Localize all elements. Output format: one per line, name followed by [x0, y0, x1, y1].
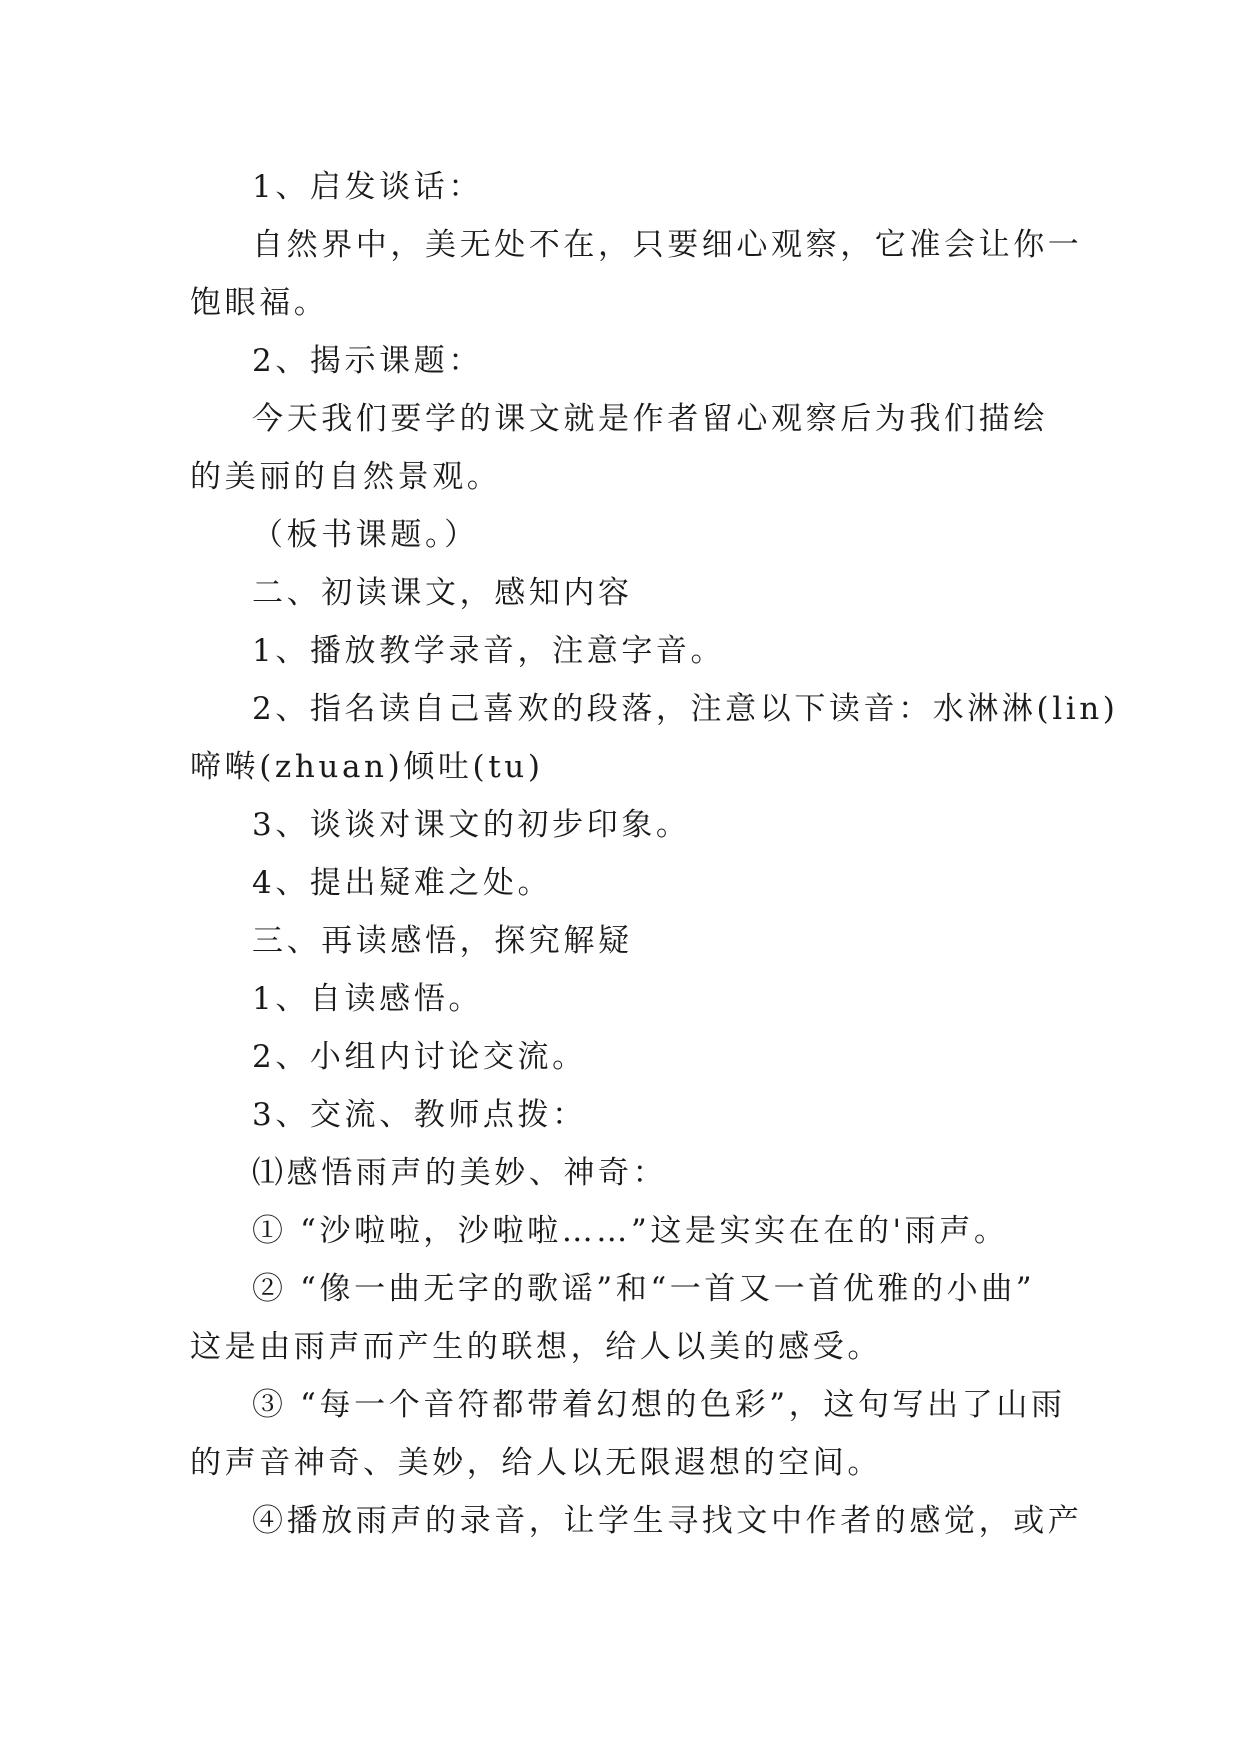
text-line: ① “沙啦啦，沙啦啦……”这是实实在在的'雨声。 [252, 1213, 1009, 1249]
text-line: 这是由雨声而产生的联想，给人以美的感受。 [190, 1329, 882, 1365]
document-body [190, 158, 1119, 1550]
text-line: 2、揭示课题： [252, 343, 483, 379]
text-line: ③ “每一个音符都带着幻想的色彩”，这句写出了山雨 [252, 1387, 1066, 1423]
text-line: 啼啭(zhuan)倾吐(tu) [190, 749, 544, 785]
text-line: ⑴感悟雨声的美妙、神奇： [252, 1155, 668, 1191]
text-line: ④播放雨声的录音，让学生寻找文中作者的感觉，或产 [252, 1503, 1083, 1539]
text-line: 饱眼福。 [190, 285, 329, 321]
text-line: 2、指名读自己喜欢的段落，注意以下读音：水淋淋(lin) [252, 691, 1119, 727]
text-line: 3、谈谈对课文的初步印象。 [252, 807, 691, 843]
text-line: 4、提出疑难之处。 [252, 865, 553, 901]
section-heading: 二、初读课文，感知内容 [252, 575, 633, 611]
text-line: 的声音神奇、美妙，给人以无限遐想的空间。 [190, 1445, 882, 1481]
text-line: 1、播放教学录音，注意字音。 [252, 633, 726, 669]
text-line: 1、启发谈话： [252, 169, 483, 205]
text-line: 3、交流、教师点拨： [252, 1097, 587, 1133]
text-line: 今天我们要学的课文就是作者留心观察后为我们描绘 [252, 401, 1048, 437]
text-line: 2、小组内讨论交流。 [252, 1039, 587, 1075]
text-line: 自然界中，美无处不在，只要细心观察，它准会让你一 [252, 227, 1083, 263]
text-line: 1、自读感悟。 [252, 981, 483, 1017]
text-line: ② “像一曲无字的歌谣”和“一首又一首优雅的小曲” [252, 1271, 1036, 1307]
section-heading: 三、再读感悟，探究解疑 [252, 923, 633, 959]
text-line: （板书课题。） [252, 517, 479, 553]
text-line: 的美丽的自然景观。 [190, 459, 502, 495]
